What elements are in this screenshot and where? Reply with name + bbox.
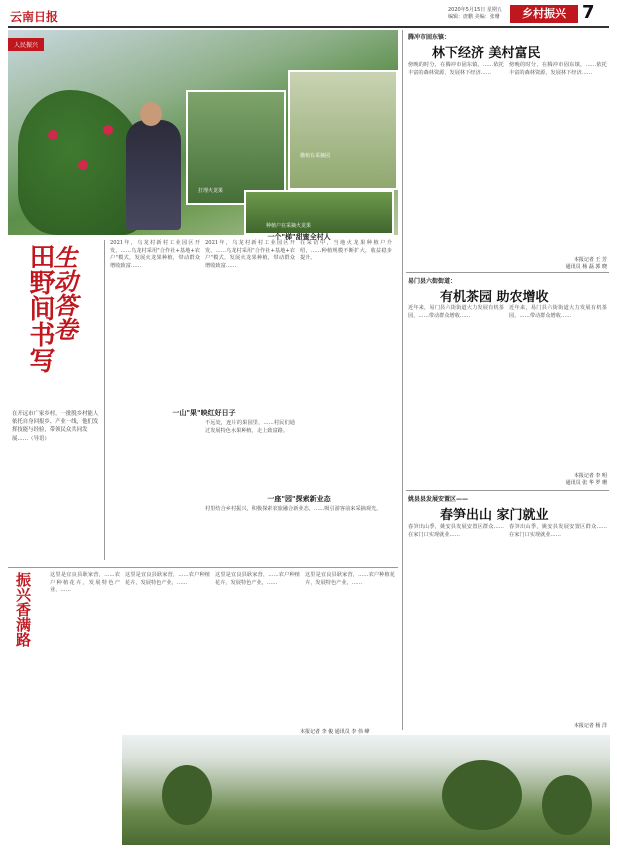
inset-photo-1 — [186, 90, 286, 205]
second-headline: 振兴香满路 — [14, 572, 32, 647]
byline: 本报记者 李 俊 通讯员 李 伟 峰 — [300, 729, 370, 735]
article-column — [305, 572, 395, 732]
article-column — [50, 572, 120, 732]
issue-date: 2020年5月15日 星期五 — [448, 7, 502, 13]
farmer-face — [140, 102, 162, 126]
byline: 本报记者 杨 洋 — [573, 723, 607, 729]
masthead: 云南日报 — [10, 10, 59, 24]
paragraph: 2021年，乌龙村新村工业园区开发，……乌龙村采用"合作社+基地+农户"模式，发展火龙果种植，带动群众增收致富…… — [110, 240, 200, 269]
article-column — [205, 506, 393, 566]
right-bot-title: 春笋出山 家门就业 — [440, 508, 549, 523]
byline: 本报记者 李 明 — [573, 473, 607, 479]
paragraph: 不远处，连片的果园里，……村民们通过发展特色水果种植，走上致富路。 — [205, 420, 295, 434]
paragraph: 傍晚的时分，在腾冲市固东镇，……依托丰富的森林资源，发展林下经济…… — [408, 62, 504, 76]
article-column — [408, 524, 504, 729]
tree-shape — [442, 760, 522, 830]
article-column — [110, 240, 200, 570]
inset-caption: 打理火龙果 — [198, 188, 224, 194]
right-bot-kicker: 姚县县发展安置区—— — [408, 496, 469, 503]
dragonfruit-icon — [103, 125, 113, 135]
article-column — [408, 305, 504, 480]
right-mid-kicker: 易门县六街街道： — [408, 278, 457, 285]
article-column — [125, 572, 210, 732]
hero-tag: 人民振兴 — [8, 38, 44, 51]
subhead: 一个"梯"甜蜜全村人 — [267, 233, 331, 241]
paragraph: 在采访中，当地火龙果种植户介绍，……种植规模不断扩大，收益稳步提升。 — [300, 240, 392, 262]
main-headline: 田野间书写 — [25, 243, 55, 373]
paragraph: 2021年，乌龙村新村工业园区开发，……乌龙村采用"合作社+基地+农户"模式，发展火龙果种植，带动群众增收致富…… — [205, 240, 295, 269]
column-divider — [104, 240, 105, 560]
byline: 通讯员 杨 磊 郭 晓 — [565, 264, 607, 270]
dragonfruit-icon — [78, 160, 88, 170]
story-divider — [406, 272, 609, 273]
main-calligraphy: 生动答卷 — [49, 245, 78, 341]
article-column — [205, 240, 295, 350]
article-column — [215, 572, 300, 732]
inset-caption: 种植户在采摘火龙果 — [266, 223, 312, 229]
inset-photo-3 — [244, 190, 394, 235]
header-rule — [8, 26, 609, 28]
paragraph: 这里是宜良县耿家营，……农户种植花卉，发展特色产业，…… — [305, 572, 395, 586]
hero-photo — [8, 30, 398, 235]
right-mid-title: 有机茶园 助农增收 — [440, 290, 549, 305]
dragonfruit-icon — [48, 130, 58, 140]
article-column — [509, 62, 607, 252]
article-column — [509, 524, 607, 719]
paragraph: 春笋出山季，姚安县发展安置区群众……在家门口实现就业…… — [509, 524, 607, 538]
paragraph: 村里结合乡村振兴，积极探索农旅融合新业态，……吸引游客前来采摘观光。 — [205, 506, 382, 512]
section-title: 乡村振兴 — [510, 5, 578, 23]
subhead: 一座"园"探索新业态 — [267, 495, 331, 503]
byline: 本报记者 王 芳 — [573, 257, 607, 263]
article-column — [408, 62, 504, 252]
byline: 通讯员 张 华 罗 珊 — [565, 480, 607, 486]
farmer-figure — [126, 120, 181, 230]
paragraph: 近年来，易门县六街街道大力发展有机茶园，……带动群众增收…… — [509, 305, 607, 319]
bottom-photo — [122, 735, 610, 845]
story-divider — [8, 567, 398, 568]
subhead: 一山"果"映红好日子 — [172, 409, 236, 417]
tree-shape — [162, 765, 212, 825]
column-divider — [402, 30, 403, 730]
tree-shape — [542, 775, 592, 835]
right-top-title: 林下经济 美村富民 — [432, 46, 541, 61]
inset-caption: 楹棺在采摘园 — [300, 153, 331, 159]
paragraph: 傍晚的时分，在腾冲市固东镇，……依托丰富的森林资源，发展林下经济…… — [509, 62, 607, 76]
story-divider — [406, 490, 609, 491]
inset-photo-2 — [288, 70, 398, 190]
right-top-kicker: 腾冲市固东镇： — [408, 34, 451, 41]
article-column — [509, 305, 607, 480]
paragraph: 春笋出山季，姚安县发展安置区群众……在家门口实现就业…… — [408, 524, 504, 538]
paragraph: 近年来，易门县六街街道大力发展有机茶园，……带动群众增收…… — [408, 305, 504, 319]
paragraph: 这里是宜良县耿家营，……农户种植花卉，发展特色产业，…… — [125, 572, 210, 586]
paragraph: 这里是宜良县耿家营，……农户种植花卉，发展特色产业，…… — [50, 572, 120, 594]
paragraph: 这里是宜良县耿家营，……农户种植花卉，发展特色产业，…… — [215, 572, 300, 586]
editor-credit: 编辑：唐鹏 美编：张珊 — [448, 14, 500, 20]
page-number: 7 — [582, 2, 595, 23]
main-lead: 在开远市广家乡村，一批脱乡村能人依托自身回报乡、产业一线，他们发挥技能与经验，带领民众共同发展……（导语） — [12, 411, 99, 442]
